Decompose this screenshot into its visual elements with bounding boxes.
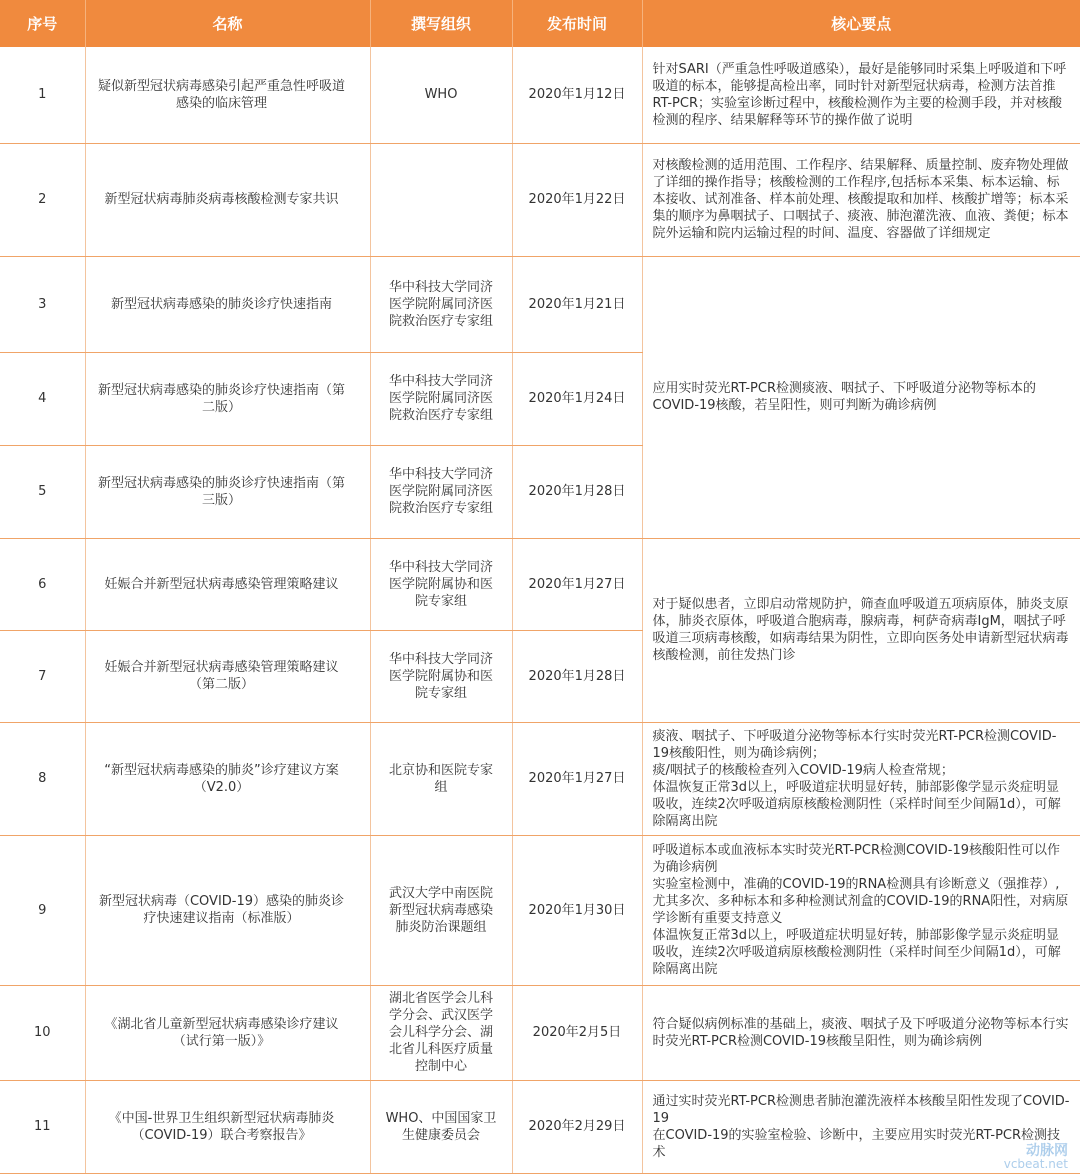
- row-date: 2020年1月28日: [512, 630, 642, 722]
- row-org: WHO: [370, 47, 512, 143]
- row-name: 新型冠状病毒感染的肺炎诊疗快速指南: [85, 256, 370, 352]
- table-row: [0, 47, 1080, 143]
- row-org: WHO、中国国家卫生健康委员会: [370, 1080, 512, 1173]
- watermark-logo-text: 动脉网: [1026, 1143, 1068, 1159]
- row-idx: 9: [0, 835, 85, 985]
- row-name: 新型冠状病毒肺炎病毒核酸检测专家共识: [85, 143, 370, 256]
- row-points: 呼吸道标本或血液标本实时荧光RT-PCR检测COVID-19核酸阳性可以作为确诊病例 实验室检测中，准确的COVID-19的RNA检测具有诊断意义（强推荐）,尤其多次、多种标本和多种检测试剂盒的COVID-19的RNA阳性，对病原学诊断有重要支持意义 体温恢复正常3d以上，呼吸道症状明显好转，肺部影像学显示炎症明显吸收，连续2次呼吸道病原核酸检测阴性（采样时间至少间隔1d），可解除隔离出院: [642, 835, 1080, 985]
- row-points: 对于疑似患者，立即启动常规防护，筛查血呼吸道五项病原体，肺炎支原体，肺炎衣原体，呼吸道合胞病毒，腺病毒，柯萨奇病毒IgM，咽拭子呼吸道三项病毒核酸，如病毒结果为阴性，立即向医务处申请新型冠状病毒核酸检测，前往发热门诊: [642, 538, 1080, 722]
- row-name: 《中国-世界卫生组织新型冠状病毒肺炎（COVID-19）联合考察报告》: [85, 1080, 370, 1173]
- row-name: 妊娠合并新型冠状病毒感染管理策略建议（第二版）: [85, 630, 370, 722]
- row-idx: 10: [0, 985, 85, 1080]
- header-idx: 序号: [0, 0, 85, 47]
- table-row: [0, 256, 1080, 352]
- row-points: 痰液、咽拭子、下呼吸道分泌物等标本行实时荧光RT-PCR检测COVID-19核酸阳性，则为确诊病例； 痰/咽拭子的核酸检查列入COVID-19病人检查常规； 体温恢复正常3d以上，呼吸道症状明显好转，肺部影像学显示炎症明显吸收，连续2次呼吸道病原核酸检测阴性（采样时间至少间隔1d），可解除隔离出院: [642, 722, 1080, 835]
- watermark: [1004, 1145, 1068, 1171]
- table-row: [0, 722, 1080, 835]
- row-date: 2020年1月24日: [512, 352, 642, 445]
- watermark-url: vcbeat.net: [1003, 1157, 1068, 1171]
- row-date: 2020年1月27日: [512, 538, 642, 630]
- header-date: 发布时间: [512, 0, 642, 47]
- header-points: 核心要点: [642, 0, 1080, 47]
- row-idx: 2: [0, 143, 85, 256]
- row-date: 2020年1月30日: [512, 835, 642, 985]
- table-row: [0, 143, 1080, 256]
- row-org: 华中科技大学同济医学院附属协和医院专家组: [370, 538, 512, 630]
- row-org: [370, 143, 512, 256]
- row-idx: 11: [0, 1080, 85, 1173]
- row-points: 对核酸检测的适用范围、工作程序、结果解释、质量控制、废弃物处理做了详细的操作指导；核酸检测的工作程序,包括标本采集、标本运输、标本接收、试剂准备、样本前处理、核酸提取和加样、核酸扩增等；标本采集的顺序为鼻咽拭子、口咽拭子、痰液、肺泡灌洗液、血液、粪便；标本院外运输和院内运输过程的时间、温度、容器做了详细规定: [642, 143, 1080, 256]
- row-name: “新型冠状病毒感染的肺炎”诊疗建议方案（V2.0）: [85, 722, 370, 835]
- row-org: 华中科技大学同济医学院附属同济医院救治医疗专家组: [370, 352, 512, 445]
- row-name: 新型冠状病毒感染的肺炎诊疗快速指南（第二版）: [85, 352, 370, 445]
- row-date: 2020年1月21日: [512, 256, 642, 352]
- row-points: 符合疑似病例标准的基础上，痰液、咽拭子及下呼吸道分泌物等标本行实时荧光RT-PCR检测COVID-19核酸呈阳性，则为确诊病例: [642, 985, 1080, 1080]
- row-idx: 6: [0, 538, 85, 630]
- header-org: 撰写组织: [370, 0, 512, 47]
- row-idx: 1: [0, 47, 85, 143]
- row-org: 湖北省医学会儿科学分会、武汉医学会儿科学分会、湖北省儿科医疗质量控制中心: [370, 985, 512, 1080]
- table-row: [0, 538, 1080, 630]
- row-points: 应用实时荧光RT-PCR检测痰液、咽拭子、下呼吸道分泌物等标本的COVID-19核酸，若呈阳性，则可判断为确诊病例: [642, 256, 1080, 538]
- row-date: 2020年1月12日: [512, 47, 642, 143]
- row-date: 2020年1月22日: [512, 143, 642, 256]
- header-name: 名称: [85, 0, 370, 47]
- row-date: 2020年1月27日: [512, 722, 642, 835]
- row-name: 新型冠状病毒感染的肺炎诊疗快速指南（第三版）: [85, 445, 370, 538]
- row-name: 新型冠状病毒（COVID-19）感染的肺炎诊疗快速建议指南（标准版）: [85, 835, 370, 985]
- row-idx: 8: [0, 722, 85, 835]
- row-name: 《湖北省儿童新型冠状病毒感染诊疗建议（试行第一版）》: [85, 985, 370, 1080]
- table-row: [0, 985, 1080, 1080]
- row-idx: 7: [0, 630, 85, 722]
- row-idx: 4: [0, 352, 85, 445]
- row-idx: 3: [0, 256, 85, 352]
- row-idx: 5: [0, 445, 85, 538]
- row-date: 2020年2月29日: [512, 1080, 642, 1173]
- table-row: [0, 1080, 1080, 1173]
- row-org: 武汉大学中南医院新型冠状病毒感染肺炎防治课题组: [370, 835, 512, 985]
- table-header-row: [0, 0, 1080, 47]
- row-org: 北京协和医院专家组: [370, 722, 512, 835]
- row-date: 2020年1月28日: [512, 445, 642, 538]
- row-date: 2020年2月5日: [512, 985, 642, 1080]
- row-name: 疑似新型冠状病毒感染引起严重急性呼吸道感染的临床管理: [85, 47, 370, 143]
- row-org: 华中科技大学同济医学院附属协和医院专家组: [370, 630, 512, 722]
- row-points: 针对SARI（严重急性呼吸道感染），最好是能够同时采集上呼吸道和下呼吸道的标本，能够提高检出率，同时针对新型冠状病毒，检测方法首推RT-PCR；实验室诊断过程中，核酸检测作为主要的检测手段，并对核酸检测的程序、结果解释等环节的操作做了说明: [642, 47, 1080, 143]
- row-org: 华中科技大学同济医学院附属同济医院救治医疗专家组: [370, 445, 512, 538]
- row-org: 华中科技大学同济医学院附属同济医院救治医疗专家组: [370, 256, 512, 352]
- row-points: 通过实时荧光RT-PCR检测患者肺泡灌洗液样本核酸呈阳性发现了COVID-19 在COVID-19的实验室检验、诊断中，主要应用实时荧光RT-PCR检测技术: [642, 1080, 1080, 1173]
- row-name: 妊娠合并新型冠状病毒感染管理策略建议: [85, 538, 370, 630]
- table-row: [0, 835, 1080, 985]
